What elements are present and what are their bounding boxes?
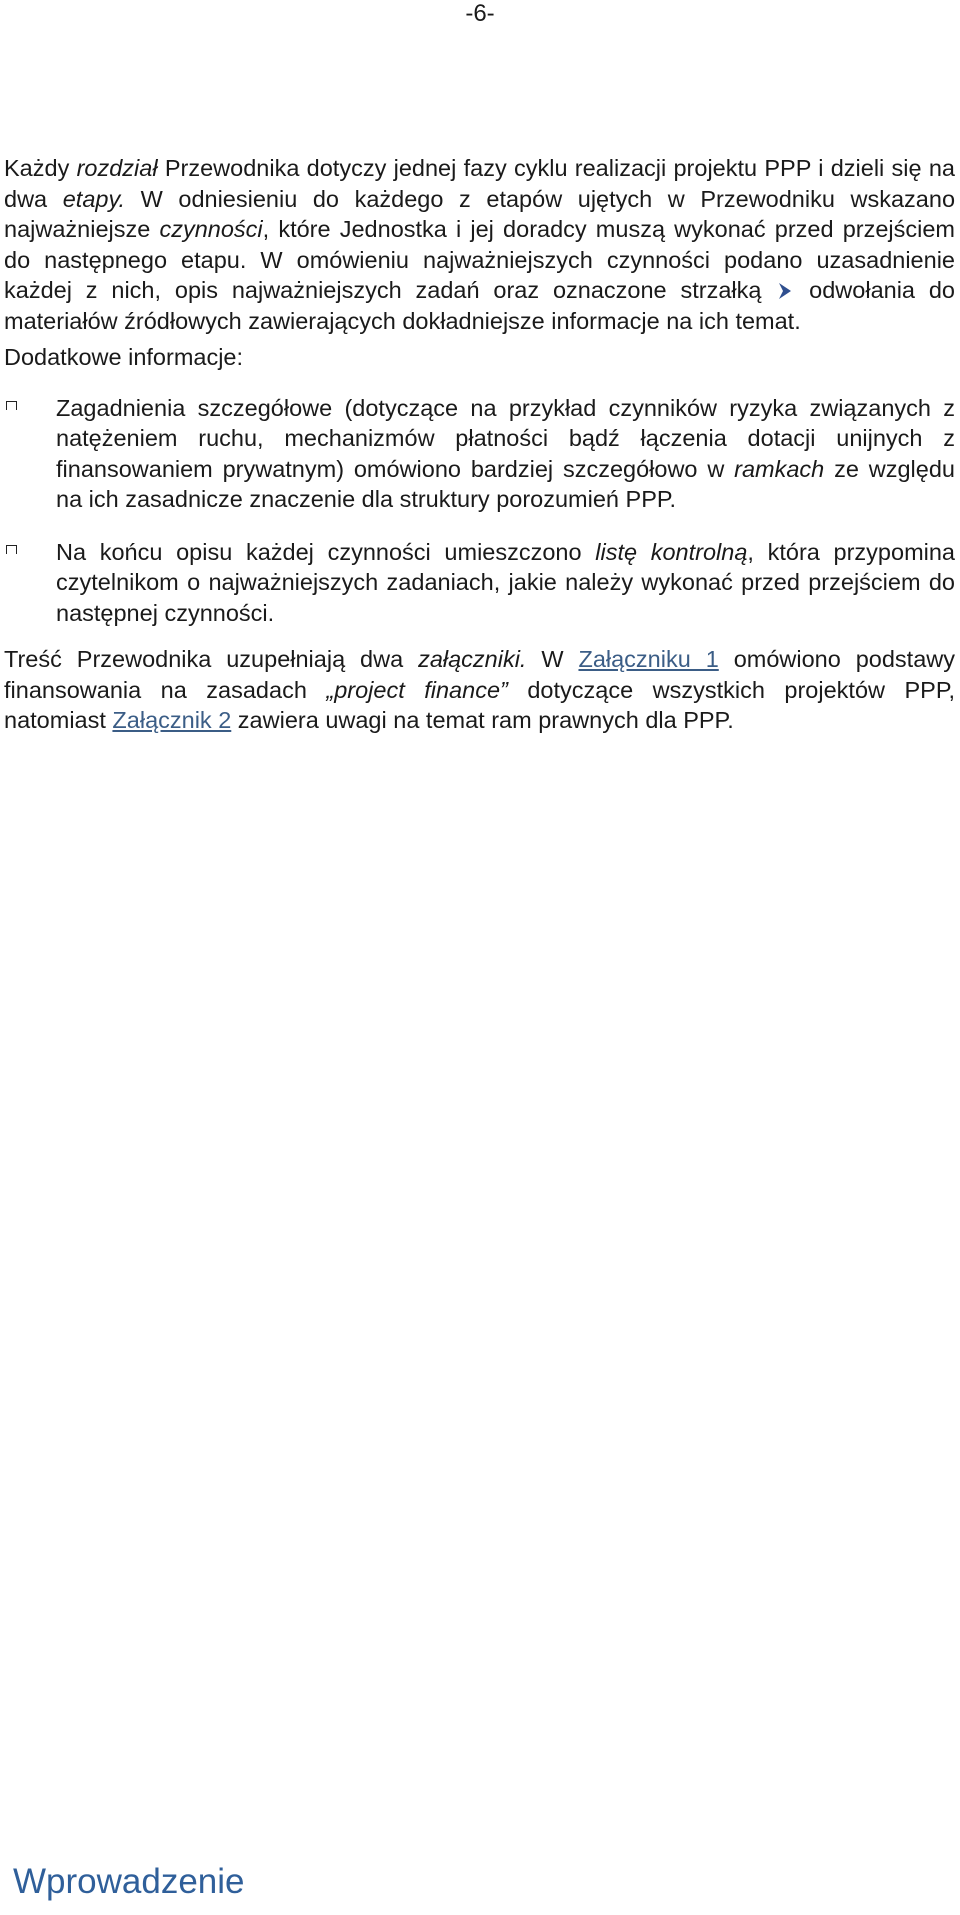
- closing-text-3: omówiono podstawy finansowania na zasadach: [4, 646, 955, 703]
- closing-emphasis-project-finance: „project finance”: [326, 676, 508, 703]
- intro-text-3: W odniesieniu do każdego z etapów ujętych w Przewodniku wskazano najważniejsze: [4, 185, 956, 242]
- bullet-marker-icon: [6, 545, 17, 554]
- page-number: -6-: [465, 0, 495, 27]
- bullet-2-emphasis-lista-kontrolna: listę kontrolną: [595, 538, 748, 565]
- intro-emphasis-czynnosci: czynności: [159, 216, 263, 242]
- section-footer-title: Wprowadzenie: [13, 1862, 245, 1901]
- additional-info-label: Dodatkowe informacje:: [4, 344, 244, 370]
- bullet-2-text-2: , która przypomina czytelnikom o najważniejszych zadaniach, jakie należy wykonać przed przejściem do następnej czynności.: [56, 538, 956, 626]
- intro-text-2: Przewodnika dotyczy jednej fazy cyklu realizacji projektu PPP i dzieli się na dwa: [4, 155, 955, 212]
- annex-2-link[interactable]: Załącznik 2: [112, 707, 232, 733]
- bullet-2-text-1: Na końcu opisu każdej czynności umieszczono: [56, 538, 596, 565]
- intro-text-1: Każdy: [4, 155, 77, 181]
- chevron-right-icon: [777, 277, 793, 295]
- bullet-marker-icon: [6, 401, 17, 410]
- intro-paragraph: [4, 153, 955, 336]
- additional-info-list: [4, 393, 955, 629]
- list-item: [4, 393, 955, 515]
- bullet-1-text-2: ze względu na ich zasadnicze znaczenie dla struktury porozumień PPP.: [56, 455, 955, 512]
- list-item: [4, 537, 955, 629]
- closing-text-1: Treść Przewodnika uzupełniają dwa: [4, 646, 419, 672]
- main-content: [4, 153, 955, 736]
- annex-1-link[interactable]: Załączniku 1: [578, 646, 719, 672]
- intro-emphasis-rozdzial: rozdział: [76, 155, 158, 181]
- closing-text-2: W: [526, 646, 579, 672]
- closing-emphasis-zalaczniki: załączniki.: [418, 646, 527, 672]
- closing-paragraph: [4, 644, 955, 736]
- bullet-1-text-1: Zagadnienia szczegółowe (dotyczące na przykład czynników ryzyka związanych z natężeniem ruchu, mechanizmów płatności bądź łączenia dotacji unijnych z finansowaniem prywatnym) omówiono bardziej szczegółowo w: [56, 394, 955, 482]
- closing-text-5: zawiera uwagi na temat ram prawnych dla PPP.: [231, 707, 734, 733]
- closing-text-4: dotyczące wszystkich projektów PPP, natomiast: [4, 676, 955, 733]
- intro-text-5: odwołania do materiałów źródłowych zawierających dokładniejsze informacje na ich temat.: [4, 277, 955, 334]
- bullet-1-emphasis-ramkach: ramkach: [734, 455, 825, 482]
- intro-emphasis-etapy: etapy.: [62, 185, 125, 212]
- intro-text-4: , które Jednostka i jej doradcy muszą wykonać przed przejściem do następnego etapu. W omówieniu najważniejszych czynności podano uzasadnienie każdej z nich, opis najważniejszych zadań oraz oznaczone strzałką: [4, 216, 955, 303]
